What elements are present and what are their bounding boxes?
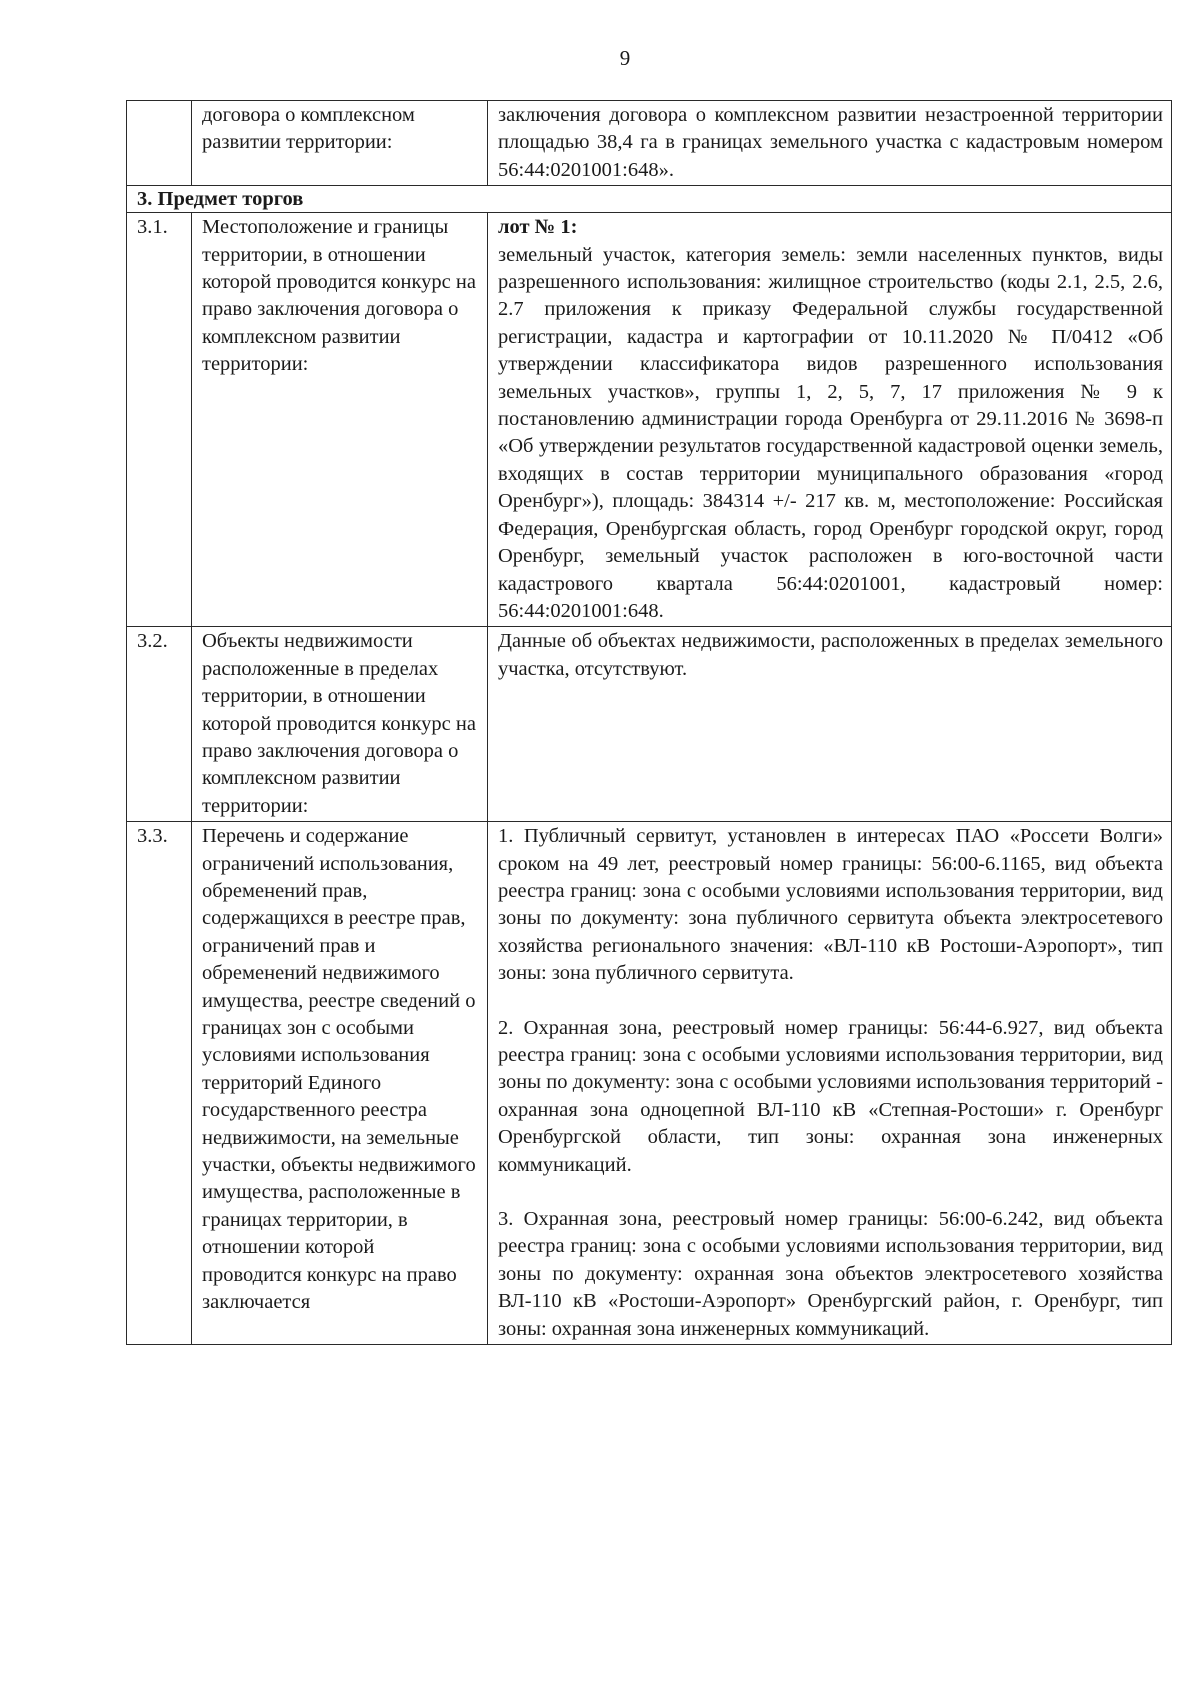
cell-label: Местоположение и границы территории, в отношении которой проводится конкурс на право заключения договора о комплексном развитии территории:	[192, 213, 488, 627]
cell-value	[488, 213, 1172, 627]
cell-number: 3.1.	[127, 213, 192, 627]
encumbrance-item-2: 2. Охранная зона, реестровый номер границы: 56:44-6.927, вид объекта реестра границ: зона с особыми условиями использования территории, вид зоны по документу: зона с особыми условиями использования территорий - охранная зона одноцепной ВЛ-110 кВ «Степная-Ростоши» г. Оренбург Оренбургской области, тип зоны: охранная зона инженерных коммуникаций.	[498, 1016, 1163, 1176]
cell-label: Перечень и содержание ограничений использования, обременений прав, содержащихся в реестре прав, ограничений прав и обременений недвижимого имущества, реестре сведений о границах зон с особыми условиями использования территорий Единого государственного реестра недвижимости, на земельные участки, объекты недвижимого имущества, расположенные в границах территории, в отношении которой проводится конкурс на право заключается	[192, 822, 488, 1345]
cell-number: 3.2.	[127, 627, 192, 822]
encumbrance-item-1: 1. Публичный сервитут, установлен в интересах ПАО «Россети Волги» сроком на 49 лет, реестровый номер границы: 56:00-6.1165, вид объекта реестра границ: зона с особыми условиями использования территории, вид зоны по документу: зона публичного сервитута объекта электросетевого хозяйства регионального значения: «ВЛ-110 кВ Ростоши-Аэропорт», тип зоны: зона публичного сервитута.	[498, 825, 1163, 985]
cell-value	[488, 822, 1172, 1345]
section-title: 3. Предмет торгов	[127, 186, 1172, 213]
table-row-3-3	[127, 822, 1172, 1345]
table-row-continuation	[127, 101, 1172, 186]
lot-heading: лот № 1:	[498, 216, 578, 239]
table-row-3-1	[127, 213, 1172, 627]
lot-description: земельный участок, категория земель: земли населенных пунктов, виды разрешенного использования: жилищное строительство (коды 2.1, 2.5, 2.6, 2.7 приложения к приказу Федеральной службы государственной регистрации, кадастра и картографии от 10.11.2020 № П/0412 «Об утверждении классификатора видов разрешенного использования земельных участков», группы 1, 2, 5, 7, 17 приложения № 9 к постановлению администрации города Оренбурга от 29.11.2016 № 3698-п «Об утверждении результатов государственной кадастровой оценки земель, входящих в состав территории муниципального образования «город Оренбург»), площадь: 384314 +/- 217 кв. м, местоположение: Российская Федерация, Оренбургская область, город Оренбург городской округ, город Оренбург, земельный участок расположен в юго-восточной части кадастрового квартала 56:44:0201001, кадастровый номер: 56:44:0201001:648.	[498, 243, 1163, 622]
cell-value: заключения договора о комплексном развитии незастроенной территории площадью 38,4 га в границах земельного участка с кадастровым номером 56:44:0201001:648».	[488, 101, 1172, 186]
cell-label: договора о комплексном развитии территории:	[192, 101, 488, 186]
cell-value: Данные об объектах недвижимости, расположенных в пределах земельного участка, отсутствуют.	[488, 627, 1172, 822]
encumbrance-item-3: 3. Охранная зона, реестровый номер границы: 56:00-6.242, вид объекта реестра границ: зона с особыми условиями использования территории, вид зоны по документу: охранная зона объектов электросетевого хозяйства ВЛ-110 кВ «Ростоши-Аэропорт» Оренбургский район, г. Оренбург, тип зоны: охранная зона инженерных коммуникаций.	[498, 1208, 1163, 1340]
cell-number	[127, 101, 192, 186]
cell-label: Объекты недвижимости расположенные в пределах территории, в отношении которой проводится конкурс на право заключения договора о комплексном развитии территории:	[192, 627, 488, 822]
section-heading-row	[127, 186, 1172, 213]
table-row-3-2	[127, 627, 1172, 822]
page-number: 9	[619, 46, 631, 70]
cell-number: 3.3.	[127, 822, 192, 1345]
tender-table	[126, 100, 1172, 1345]
